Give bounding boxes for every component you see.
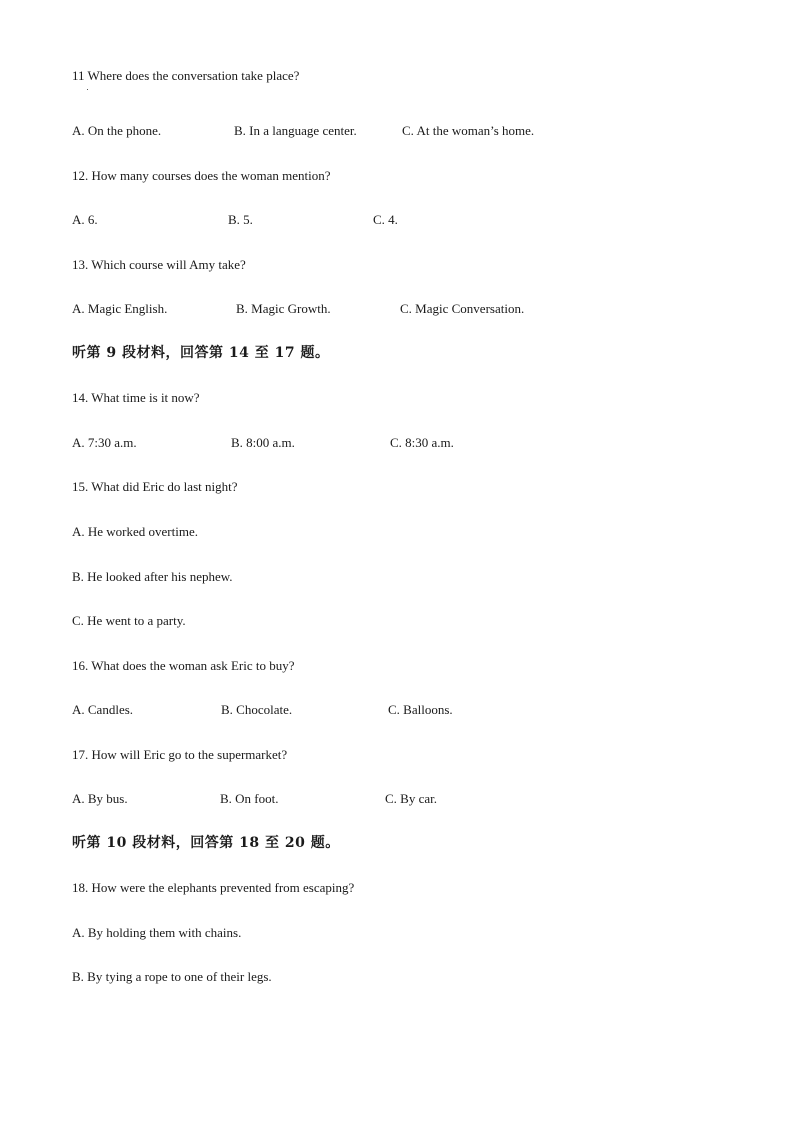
question-11-option-c: C. At the woman’s home.	[402, 123, 535, 138]
section-10-heading: 听第 10 段材料，回答第 18 至 20 题。	[72, 835, 340, 851]
question-15-option-c: C. He went to a party.	[72, 613, 186, 628]
question-11-stem: 11 Where does the conversation take place?	[72, 68, 300, 83]
question-15-option-a: A. He worked overtime.	[72, 524, 198, 539]
question-17-option-a: A. By bus.	[72, 791, 128, 806]
question-11-option-a: A. On the phone.	[72, 123, 162, 138]
question-14-option-c: C. 8:30 a.m.	[390, 435, 454, 450]
question-12-option-b: B. 5.	[228, 212, 253, 227]
question-16-stem: 16. What does the woman ask Eric to buy?	[72, 658, 295, 673]
question-14-option-a: A. 7:30 a.m.	[72, 435, 137, 450]
question-16-option-c: C. Balloons.	[388, 702, 453, 717]
question-17-option-b: B. On foot.	[220, 791, 279, 806]
question-15-stem: 15. What did Eric do last night?	[72, 479, 238, 494]
question-16-option-a: A. Candles.	[72, 702, 134, 717]
question-15-option-b: B. He looked after his nephew.	[72, 569, 233, 584]
question-12-stem: 12. How many courses does the woman mention?	[72, 168, 331, 183]
question-14-stem: 14. What time is it now?	[72, 390, 200, 405]
section-9-heading: 听第 9 段材料，回答第 14 至 17 题。	[72, 345, 330, 361]
question-13-option-a: A. Magic English.	[72, 301, 168, 316]
question-18-option-b: B. By tying a rope to one of their legs.	[72, 969, 272, 984]
question-11-option-b: B. In a language center.	[234, 123, 357, 138]
question-13-stem: 13. Which course will Amy take?	[72, 257, 246, 272]
question-12-option-c: C. 4.	[373, 212, 398, 227]
question-17-option-c: C. By car.	[385, 791, 437, 806]
stray-mark	[87, 89, 88, 90]
question-16-option-b: B. Chocolate.	[221, 702, 293, 717]
question-17-stem: 17. How will Eric go to the supermarket?	[72, 747, 288, 762]
question-18-stem: 18. How were the elephants prevented from escaping?	[72, 880, 355, 895]
question-13-option-b: B. Magic Growth.	[236, 301, 331, 316]
question-13-option-c: C. Magic Conversation.	[400, 301, 525, 316]
question-14-option-b: B. 8:00 a.m.	[231, 435, 295, 450]
question-18-option-a: A. By holding them with chains.	[72, 925, 242, 940]
question-12-option-a: A. 6.	[72, 212, 98, 227]
